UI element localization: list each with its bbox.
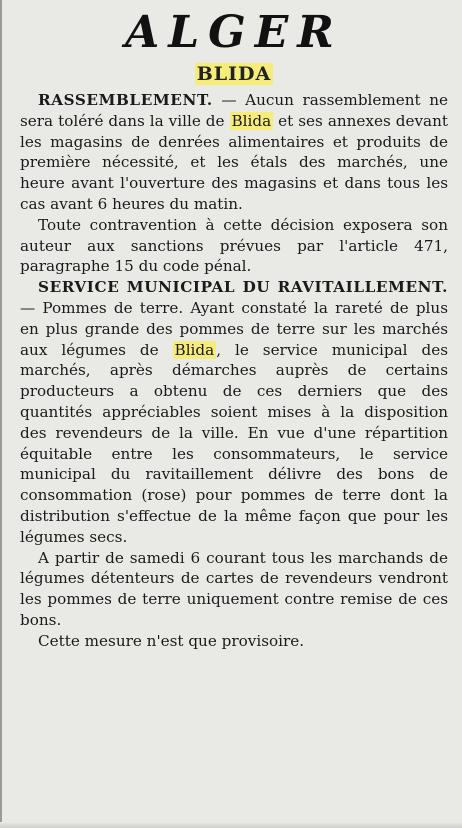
paragraph-text: et ses annexes devant les magasins de denrées alimentaires et produits de première nécessité, et les étals des marchés, une heure avant l'ouverture des magasins et dans tous les cas avant 6 heures du matin.: [20, 111, 448, 213]
city-name-highlighted: BLIDA: [196, 63, 272, 85]
paragraph-rassemblement: [20, 90, 448, 215]
highlighted-place-name: Blida: [174, 340, 215, 359]
paragraph-ravitaillement: [20, 277, 448, 547]
page-bottom-edge: [0, 822, 462, 828]
paragraph-provisoire: Cette mesure n'est que provisoire.: [38, 631, 305, 650]
paragraph-samedi: A partir de samedi 6 courant tous les marchands de légumes détenteurs de cartes de revendeurs vendront les pommes de terre uniquement contre remise de ces bons.: [20, 548, 448, 629]
section-title: ALGER: [125, 7, 343, 58]
highlighted-place-name: Blida: [231, 111, 272, 130]
paragraph-lead: RASSEMBLEMENT.: [38, 91, 213, 109]
city-heading: [20, 62, 448, 86]
paragraph-contravention: Toute contravention à cette décision exposera son auteur aux sanctions prévues par l'article 471, paragraphe 15 du code pénal.: [20, 215, 448, 276]
paragraph-text: — Aucun rassemblement ne sera toléré dans la ville de: [20, 91, 448, 130]
paragraph-text: , le service municipal des marchés, après démarches auprès de certains producteurs a obtenu de ces derniers que des quantités appréciables soient mises à la disposition des revendeurs de la ville. En vue d'une répartition équitable entre les consommateurs, le service municipal du ravitaillement délivre des bons de consommation (rose) pour pommes de terre dont la distribution s'effectue de la même façon que pour les légumes secs.: [20, 340, 448, 546]
paragraph-lead: SERVICE MUNICIPAL DU RAVITAILLEMENT.: [38, 278, 448, 297]
paragraph-text: — Pommes de terre. Ayant constaté la rareté de plus en plus grande des pommes de terre sur les marchés aux légumes de: [20, 298, 448, 359]
